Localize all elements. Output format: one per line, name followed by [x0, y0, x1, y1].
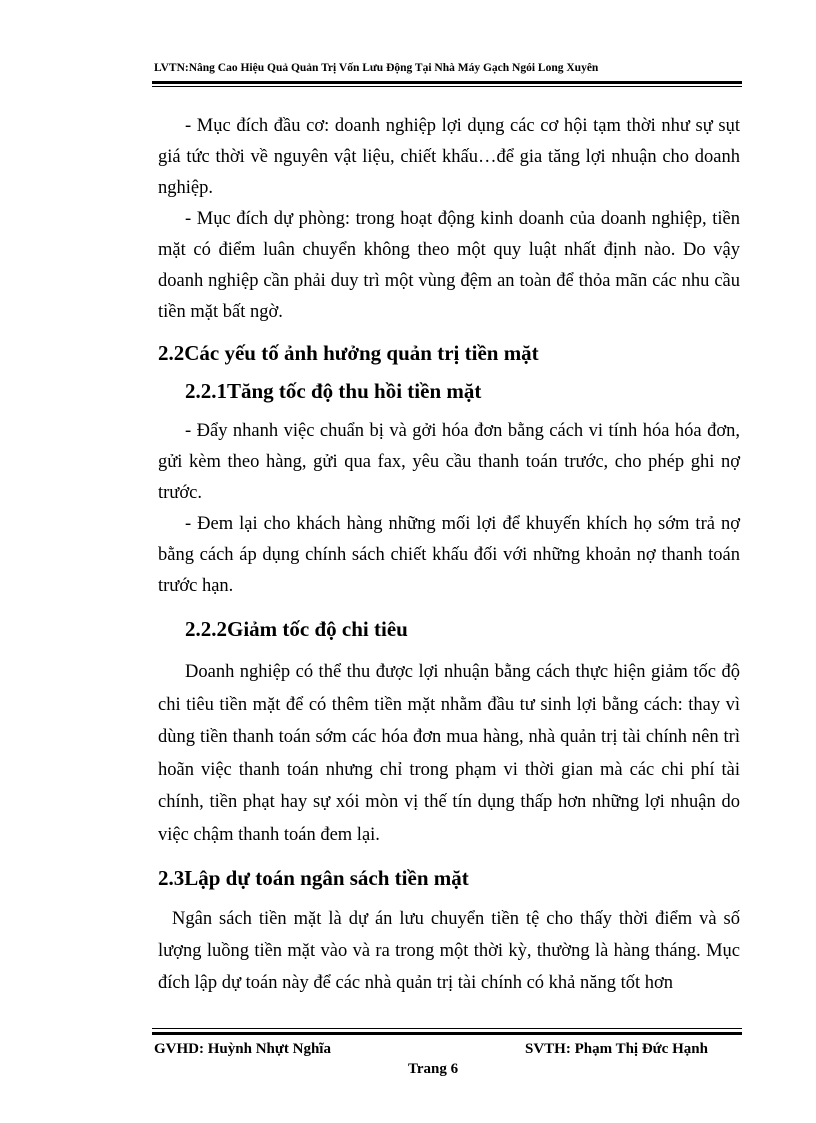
paragraph-cash-budget: Ngân sách tiền mặt là dự án lưu chuyển tiền tệ cho thấy thời điểm và số lượng luồng tiền mặt vào và ra trong một thời kỳ, thường là hàng tháng. Mục đích lập dự toán này để các nhà quản trị tài chính có khả năng tốt hơn — [158, 909, 740, 993]
paragraph-speculative-purpose: - Mục đích đầu cơ: doanh nghiệp lợi dụng các cơ hội tạm thời như sự sụt giá tức thời về nguyên vật liệu, chiết khấu…để gia tăng lợi nhuận cho doanh nghiệp. — [158, 116, 740, 198]
paragraph-invoice-speedup: - Đẩy nhanh việc chuẩn bị và gởi hóa đơn bằng cách vi tính hóa hóa đơn, gửi kèm theo hàng, gửi qua fax, yêu cầu thanh toán trước, cho phép ghi nợ trước. — [158, 421, 740, 503]
section-heading-2-2: 2.2Các yếu tố ảnh hưởng quản trị tiền mặt — [158, 341, 539, 365]
running-header: LVTN:Nâng Cao Hiệu Quả Quản Trị Vốn Lưu Động Tại Nhà Máy Gạch Ngói Long Xuyên — [154, 62, 599, 74]
footer-rule-thin — [152, 1028, 742, 1029]
section-heading-2-2-1: 2.2.1Tăng tốc độ thu hồi tiền mặt — [185, 379, 482, 403]
header-rule-thick — [152, 81, 742, 84]
footer-student: SVTH: Phạm Thị Đức Hạnh — [525, 1041, 708, 1057]
footer-rule-thick — [152, 1032, 742, 1035]
paragraph-discount-incentive: - Đem lại cho khách hàng những mối lợi để khuyến khích họ sớm trả nợ bằng cách áp dụng chính sách chiết khấu đối với những khoản nợ thanh toán trước hạn. — [158, 514, 740, 596]
header-rule-thin — [152, 86, 742, 87]
page-body — [158, 111, 740, 999]
page-number: Trang 6 — [408, 1061, 459, 1077]
paragraph-precautionary-purpose: - Mục đích dự phòng: trong hoạt động kinh doanh của doanh nghiệp, tiền mặt có điểm luân chuyển không theo một quy luật nhất định nào. Do vậy doanh nghiệp cần phải duy trì một vùng đệm an toàn để thỏa mãn các nhu cầu tiền mặt bất ngờ. — [158, 209, 740, 322]
section-heading-2-2-2: 2.2.2Giảm tốc độ chi tiêu — [185, 617, 408, 641]
paragraph-slow-spending: Doanh nghiệp có thể thu được lợi nhuận bằng cách thực hiện giảm tốc độ chi tiêu tiền mặt để có thêm tiền mặt nhằm đầu tư sinh lợi bằng cách: thay vì dùng tiền thanh toán sớm các hóa đơn mua hàng, nhà quản trị tài chính nên trì hoãn việc thanh toán nhưng chỉ trong phạm vi thời gian mà các chi phí tài chính, tiền phạt hay sự xói mòn vị thế tín dụng thấp hơn những lợi nhuận do việc chậm thanh toán đem lại. — [158, 662, 740, 845]
footer-advisor: GVHD: Huỳnh Nhựt Nghĩa — [154, 1041, 331, 1057]
section-heading-2-3: 2.3Lập dự toán ngân sách tiền mặt — [158, 866, 469, 890]
